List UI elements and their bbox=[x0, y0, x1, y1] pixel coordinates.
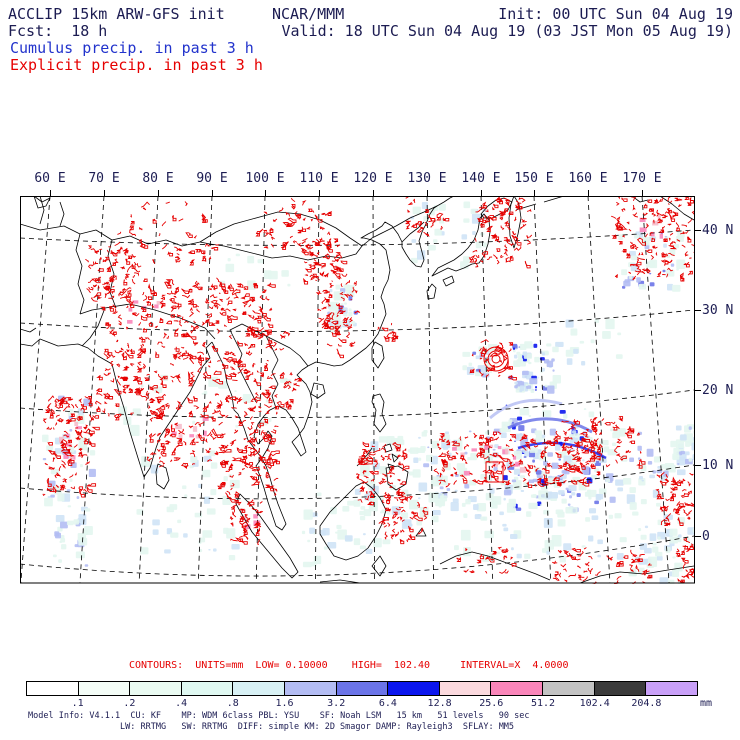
init-time-label: Init: 00 UTC Sun 04 Aug 19 bbox=[498, 5, 733, 23]
right-axis-label: 40 N bbox=[702, 223, 734, 238]
colorbar-cell bbox=[491, 682, 543, 695]
colorbar-tick-label: 6.4 bbox=[378, 698, 397, 709]
colorbar-cell bbox=[440, 682, 492, 695]
legend-cumulus-label: Cumulus precip. in past 3 h bbox=[10, 39, 254, 57]
colorbar-cell bbox=[182, 682, 234, 695]
map-border bbox=[21, 197, 695, 584]
colorbar-cell bbox=[388, 682, 440, 695]
top-axis-label: 120 E bbox=[353, 171, 393, 186]
colorbar-tick-label: .2 bbox=[123, 698, 136, 709]
plot-title: ACCLIP 15km ARW-GFS init bbox=[8, 5, 225, 23]
top-axis-label: 170 E bbox=[622, 171, 662, 186]
top-axis-label: 70 E bbox=[88, 171, 120, 186]
right-axis-tick bbox=[695, 230, 701, 231]
colorbar-tick-label: .4 bbox=[175, 698, 188, 709]
weather-map bbox=[20, 196, 695, 584]
colorbar-tick-label: 102.4 bbox=[579, 698, 610, 709]
fcst-hour-label: Fcst: 18 h bbox=[8, 22, 108, 40]
top-axis-label: 60 E bbox=[34, 171, 66, 186]
top-axis-label: 140 E bbox=[461, 171, 501, 186]
right-axis-label: 0 bbox=[702, 529, 710, 544]
colorbar-tick-label: 51.2 bbox=[530, 698, 556, 709]
colorbar-cell bbox=[130, 682, 182, 695]
colorbar-cell bbox=[337, 682, 389, 695]
right-axis-tick bbox=[695, 536, 701, 537]
top-axis-label: 110 E bbox=[299, 171, 339, 186]
org-label: NCAR/MMM bbox=[272, 5, 345, 23]
top-axis-label: 150 E bbox=[514, 171, 554, 186]
colorbar-tick-label: .8 bbox=[226, 698, 239, 709]
top-axis-label: 90 E bbox=[196, 171, 228, 186]
model-info-line1: Model Info: V4.1.1 CU: KF MP: WDM 6class PBL: YSU SF: Noah LSM 15 km 51 levels 90 sec bbox=[28, 711, 530, 721]
colorbar-cell bbox=[79, 682, 131, 695]
colorbar-tick-label: .1 bbox=[71, 698, 84, 709]
colorbar-unit: mm bbox=[699, 698, 713, 709]
colorbar-tick-label: 204.8 bbox=[631, 698, 662, 709]
colorbar-cell bbox=[285, 682, 337, 695]
colorbar-cell bbox=[646, 682, 697, 695]
valid-time-label: Valid: 18 UTC Sun 04 Aug 19 (03 JST Mon 05 Aug 19) bbox=[281, 22, 733, 40]
colorbar-tick-label: 12.8 bbox=[427, 698, 452, 709]
colorbar-cell bbox=[543, 682, 595, 695]
colorbar-cell bbox=[27, 682, 79, 695]
right-axis-tick bbox=[695, 465, 701, 466]
legend-explicit-label: Explicit precip. in past 3 h bbox=[10, 56, 263, 74]
right-axis-tick bbox=[695, 390, 701, 391]
contours-info: CONTOURS: UNITS=mm LOW= 0.10000 HIGH= 102.40 INTERVAL=X 4.0000 bbox=[129, 660, 569, 671]
right-axis-label: 10 N bbox=[702, 458, 734, 473]
colorbar-cell bbox=[233, 682, 285, 695]
colorbar-tick-label: 1.6 bbox=[275, 698, 294, 709]
colorbar-cell bbox=[595, 682, 647, 695]
right-axis-label: 20 N bbox=[702, 383, 734, 398]
colorbar bbox=[26, 681, 698, 696]
model-info-line2: LW: RRTMG SW: RRTMG DIFF: simple KM: 2D Smagor DAMP: Rayleigh3 SFLAY: MM5 bbox=[120, 722, 515, 732]
top-axis-label: 130 E bbox=[407, 171, 447, 186]
top-axis-label: 80 E bbox=[142, 171, 174, 186]
top-axis-label: 100 E bbox=[245, 171, 285, 186]
colorbar-tick-label: 25.6 bbox=[479, 698, 504, 709]
top-axis-label: 160 E bbox=[568, 171, 608, 186]
right-axis-label: 30 N bbox=[702, 303, 734, 318]
colorbar-tick-label: 3.2 bbox=[327, 698, 346, 709]
right-axis-tick bbox=[695, 310, 701, 311]
